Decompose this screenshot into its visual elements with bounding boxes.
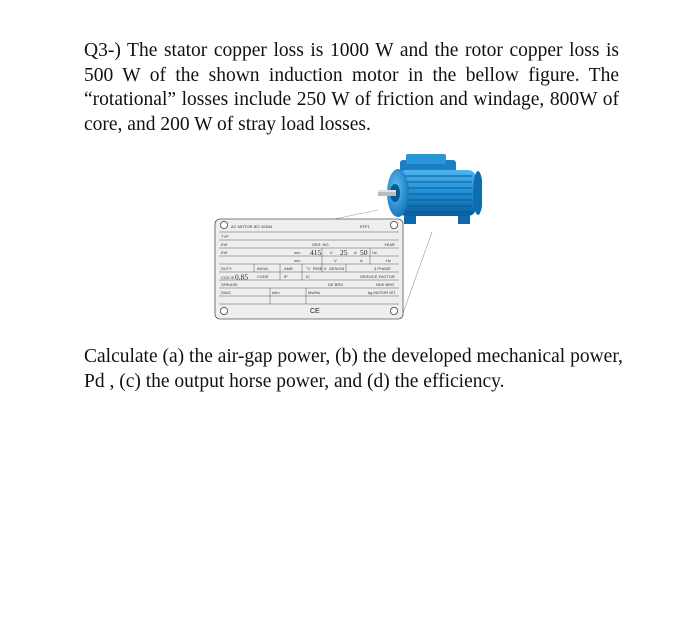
nameplate-ic: IC — [306, 274, 310, 279]
ce-mark: CE — [310, 308, 320, 315]
nameplate-volt-value: 415 — [310, 248, 322, 257]
nameplate-ms-mn: Ms/Mn — [308, 290, 320, 295]
nameplate-service-factor: SERVICE FACTOR — [360, 274, 395, 279]
nameplate-hz-value: 50 — [360, 248, 368, 257]
nameplate-deg-c: °C — [306, 266, 311, 271]
nameplate — [215, 219, 403, 319]
nameplate-cos-value: 0.85 — [235, 272, 249, 282]
nameplate-de-brg: DE BRG — [328, 282, 344, 287]
question-text: Q3-) The stator copper loss is 1000 W and the rotor copper loss is 500 W of the shown induction motor in the bellow figure. The “rotational” losses include 250 W of friction and windage, 800W of core, and 200 W of stray load losses. — [84, 40, 619, 135]
nameplate-volt-unit: V — [330, 250, 333, 255]
nameplate-kg-motor-wt: kg MOTOR WT — [368, 290, 396, 295]
nameplate-amp-unit: A — [354, 250, 357, 255]
nameplate-hz-unit-2: Hz — [386, 258, 391, 263]
nameplate-kw-1: KW — [221, 242, 228, 247]
nameplate-insul: INSUL — [257, 266, 269, 271]
nameplate-year: YEAR — [384, 242, 395, 247]
nameplate-ser-no: SER. NO. — [312, 242, 330, 247]
nameplate-is-in: Is/In — [272, 290, 280, 295]
nameplate-hz-unit: Hz — [372, 250, 377, 255]
nameplate-diag: DIAG — [221, 290, 231, 295]
nameplate-grease: GREASE — [221, 282, 238, 287]
nameplate-design: DESIGN — [329, 266, 345, 271]
motor-figure — [210, 140, 482, 325]
nameplate-cos-label: COS Φ — [221, 275, 234, 280]
nameplate-min-2: min — [294, 258, 301, 263]
nameplate-code: CODE — [257, 274, 269, 279]
nameplate-min-1: min — [294, 250, 301, 255]
nameplate-effi: EFF1 — [360, 224, 370, 229]
leader-line — [402, 232, 432, 316]
nameplate-amp-value: 25 — [340, 248, 348, 257]
calculate-text: Calculate (a) the air-gap power, (b) the developed mechanical power, Pd , (c) the output horse power, and (d) the efficiency. — [84, 346, 623, 392]
nameplate-amb: AMB — [284, 266, 293, 271]
nameplate-ip: IP — [284, 274, 288, 279]
nameplate-rise: RISE — [313, 266, 323, 271]
nameplate-phase: 3 PHASE — [374, 266, 391, 271]
nameplate-volt-unit-2: V — [334, 258, 337, 263]
nameplate-header: AC MOTOR IEC 60034 — [231, 224, 273, 229]
nameplate-amp-unit-2: A — [360, 258, 363, 263]
nameplate-nde-brg: NDE BRG — [376, 282, 395, 287]
nameplate-duty: DUTY — [221, 266, 232, 271]
nameplate-k: K — [324, 266, 327, 271]
nameplate-typ: TYP — [221, 234, 229, 239]
nameplate-kw-2: KW — [221, 250, 228, 255]
motor-image — [378, 154, 482, 224]
